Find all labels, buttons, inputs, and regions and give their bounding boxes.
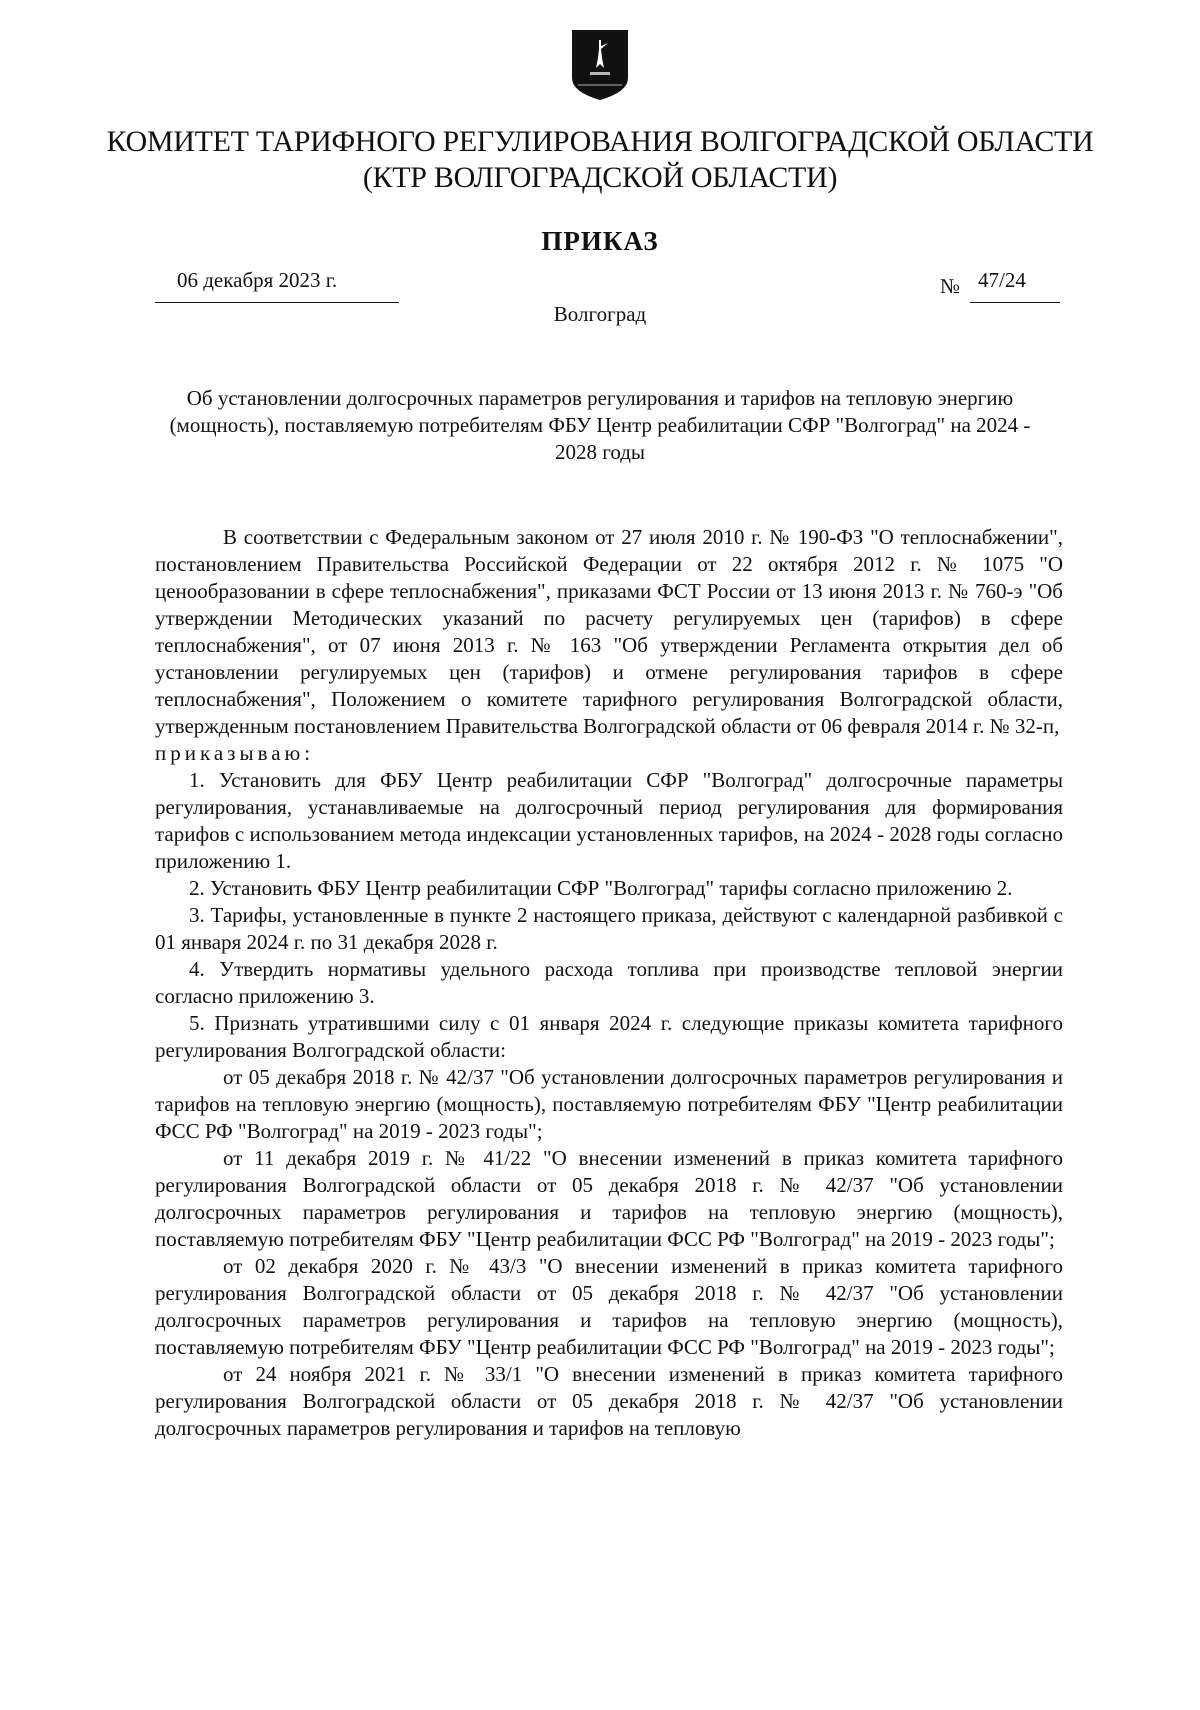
number-underline (970, 268, 1060, 303)
document-number: 47/24 (978, 268, 1026, 292)
order-item: 2. Установить ФБУ Центр реабилитации СФР "Волгоград" тарифы согласно приложению 2. (189, 876, 1013, 900)
coat-of-arms-icon (570, 28, 630, 102)
document-date: 06 декабря 2023 г. (177, 268, 338, 292)
date-field (155, 268, 399, 303)
order-item: 4. Утвердить нормативы удельного расхода топлива при производстве тепловой энергии согласно приложению 3. (155, 957, 1063, 1008)
document-title: Об установлении долгосрочных параметров регулирования и тарифов на тепловую энергию (мощность), поставляемую потребителям ФБУ Центр реабилитации СФР "Волгоград" на 2024 - 2028 годы (169, 386, 1031, 464)
order-item: 3. Тарифы, установленные в пункте 2 настоящего приказа, действуют с календарной разбивкой с 01 января 2024 г. по 31 декабря 2028 г. (155, 903, 1063, 954)
revoked-order: от 11 декабря 2019 г. № 41/22 "О внесении изменений в приказ комитета тарифного регулирования Волгоградской области от 05 декабря 2018 г. № 42/37 "Об установлении долгосрочных параметров регулирования и тарифов на тепловую энергию (мощность), поставляемую потребителям ФБУ "Центр реабилитации ФСС РФ "Волгоград" на 2019 - 2023 годы"; (155, 1146, 1063, 1251)
preamble-paragraph: В соответствии с Федеральным законом от 27 июля 2010 г. № 190-ФЗ "О теплоснабжении", постановлением Правительства Российской Федерации от 22 октября 2012 г. № 1075 "О ценообразовании в сфере теплоснабжения", приказами ФСТ России от 13 июня 2013 г. № 760-э "Об утверждении Методических указаний по расчету регулируемых цен (тарифов) в сфере теплоснабжения", от 07 июня 2013 г. № 163 "Об утверждении Регламента открытия дел об установлении регулируемых цен (тарифов) и отмене регулирования тарифов в сфере теплоснабжения", Положением о комитете тарифного регулирования Волгоградской области, утвержденным постановлением Правительства Волгоградской области от 06 февраля 2014 г. № 32-п, (155, 525, 1063, 738)
revoked-order: от 05 декабря 2018 г. № 42/37 "Об установлении долгосрочных параметров регулирования и тарифов на тепловую энергию (мощность), поставляемую потребителям ФБУ "Центр реабилитации ФСС РФ "Волгоград" на 2019 - 2023 годы"; (155, 1065, 1063, 1143)
number-field (940, 268, 1062, 302)
order-item: 5. Признать утратившими силу с 01 января 2024 г. следующие приказы комитета тарифного регулирования Волгоградской области: (155, 1011, 1063, 1062)
order-item: 1. Установить для ФБУ Центр реабилитации СФР "Волгоград" долгосрочные параметры регулирования, устанавливаемые на долгосрочный период регулирования для формирования тарифов с использованием метода индексации установленных тарифов, на 2024 - 2028 годы согласно приложению 1. (155, 768, 1063, 873)
organization-short-name: (КТР ВОЛГОГРАДСКОЙ ОБЛАСТИ) (362, 161, 838, 194)
document-body (155, 524, 1063, 1442)
document-type: ПРИКАЗ (541, 226, 659, 256)
organization-name: КОМИТЕТ ТАРИФНОГО РЕГУЛИРОВАНИЯ ВОЛГОГРАДСКОЙ ОБЛАСТИ (106, 125, 1094, 158)
number-sign: № (940, 274, 961, 298)
revoked-order: от 24 ноября 2021 г. № 33/1 "О внесении изменений в приказ комитета тарифного регулирования Волгоградской области от 05 декабря 2018 г. № 42/37 "Об установлении долгосрочных параметров регулирования и тарифов на тепловую (155, 1362, 1063, 1440)
document-city: Волгоград (553, 302, 647, 326)
order-word: приказываю: (155, 741, 315, 765)
revoked-order: от 02 декабря 2020 г. № 43/3 "О внесении изменений в приказ комитета тарифного регулирования Волгоградской области от 05 декабря 2018 г. № 42/37 "Об установлении долгосрочных параметров регулирования и тарифов на тепловую энергию (мощность), поставляемую потребителям ФБУ "Центр реабилитации ФСС РФ "Волгоград" на 2019 - 2023 годы"; (155, 1254, 1063, 1359)
